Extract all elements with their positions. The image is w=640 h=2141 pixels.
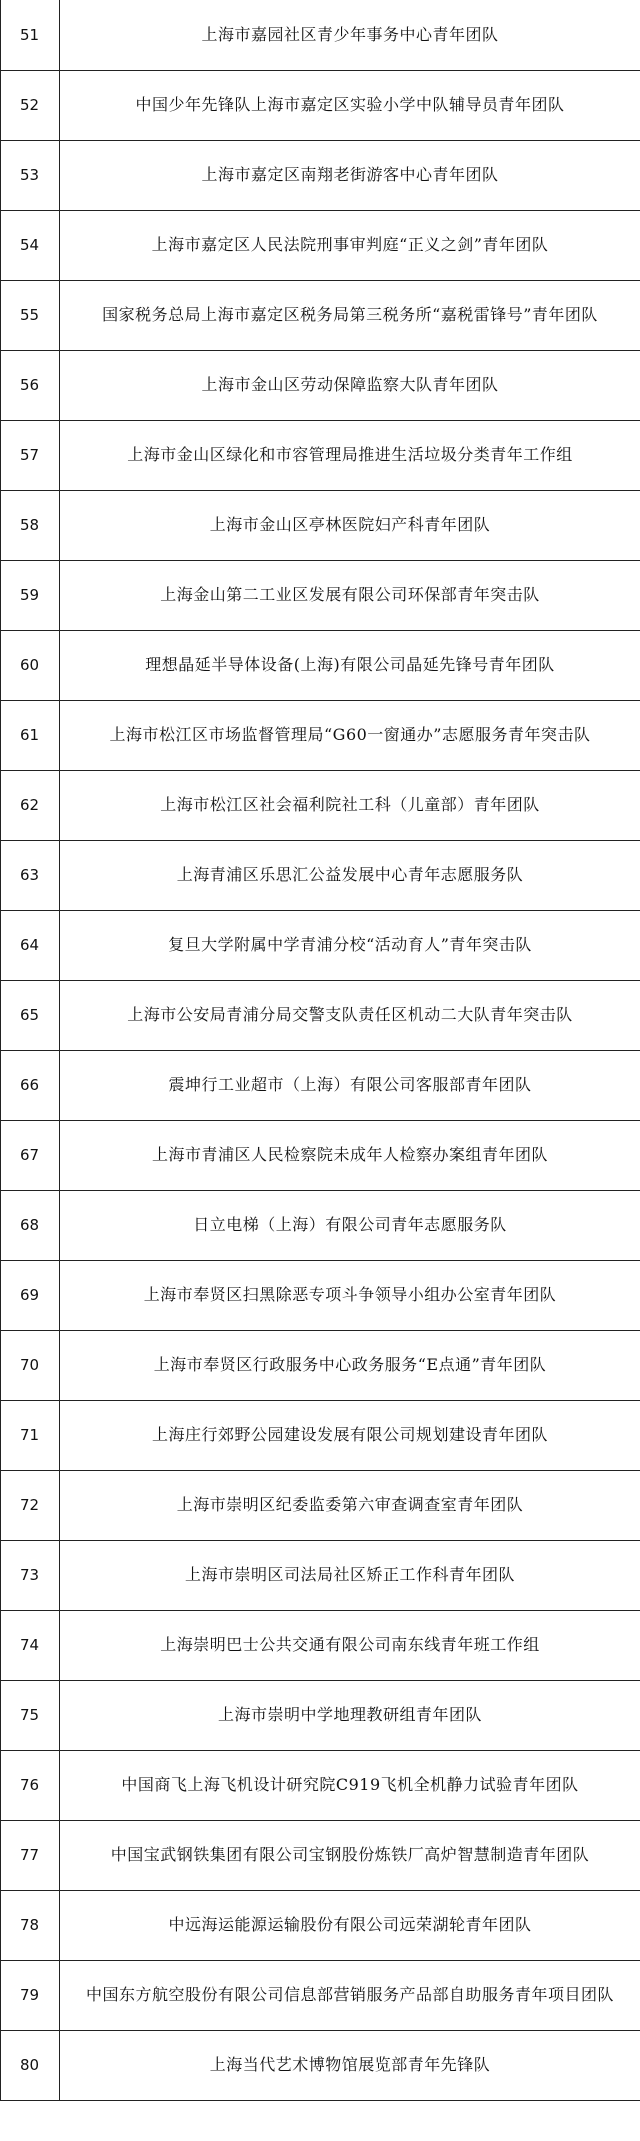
row-number: 75 bbox=[1, 1680, 60, 1750]
row-number: 70 bbox=[1, 1330, 60, 1400]
table-row bbox=[1, 0, 640, 70]
row-number: 65 bbox=[1, 980, 60, 1050]
table-row bbox=[1, 1190, 640, 1260]
team-name: 日立电梯（上海）有限公司青年志愿服务队 bbox=[60, 1190, 640, 1260]
table-row bbox=[1, 1610, 640, 1680]
table-row bbox=[1, 1540, 640, 1610]
team-name: 上海市奉贤区行政服务中心政务服务“E点通”青年团队 bbox=[60, 1330, 640, 1400]
team-name: 中国少年先锋队上海市嘉定区实验小学中队辅导员青年团队 bbox=[60, 70, 640, 140]
table-row bbox=[1, 1050, 640, 1120]
table-row bbox=[1, 1820, 640, 1890]
table-row bbox=[1, 910, 640, 980]
table-row bbox=[1, 1890, 640, 1960]
row-number: 61 bbox=[1, 700, 60, 770]
table-row bbox=[1, 980, 640, 1050]
row-number: 56 bbox=[1, 350, 60, 420]
row-number: 62 bbox=[1, 770, 60, 840]
row-number: 57 bbox=[1, 420, 60, 490]
row-number: 74 bbox=[1, 1610, 60, 1680]
team-name: 上海市嘉园社区青少年事务中心青年团队 bbox=[60, 0, 640, 70]
table-row bbox=[1, 560, 640, 630]
table-row bbox=[1, 2030, 640, 2100]
row-number: 68 bbox=[1, 1190, 60, 1260]
table-row bbox=[1, 490, 640, 560]
table-row bbox=[1, 70, 640, 140]
row-number: 64 bbox=[1, 910, 60, 980]
table-row bbox=[1, 700, 640, 770]
table-row bbox=[1, 1960, 640, 2030]
row-number: 80 bbox=[1, 2030, 60, 2100]
team-name: 中国东方航空股份有限公司信息部营销服务产品部自助服务青年项目团队 bbox=[60, 1960, 640, 2030]
table-row bbox=[1, 1120, 640, 1190]
table-row bbox=[1, 770, 640, 840]
row-number: 67 bbox=[1, 1120, 60, 1190]
team-name: 上海金山第二工业区发展有限公司环保部青年突击队 bbox=[60, 560, 640, 630]
team-name: 上海市崇明中学地理教研组青年团队 bbox=[60, 1680, 640, 1750]
team-name: 上海市嘉定区南翔老街游客中心青年团队 bbox=[60, 140, 640, 210]
row-number: 76 bbox=[1, 1750, 60, 1820]
table-row bbox=[1, 1470, 640, 1540]
team-name: 中远海运能源运输股份有限公司远荣湖轮青年团队 bbox=[60, 1890, 640, 1960]
team-name: 上海市奉贤区扫黑除恶专项斗争领导小组办公室青年团队 bbox=[60, 1260, 640, 1330]
row-number: 69 bbox=[1, 1260, 60, 1330]
table-row bbox=[1, 350, 640, 420]
team-name: 上海青浦区乐思汇公益发展中心青年志愿服务队 bbox=[60, 840, 640, 910]
team-name: 上海当代艺术博物馆展览部青年先锋队 bbox=[60, 2030, 640, 2100]
table-row bbox=[1, 1750, 640, 1820]
row-number: 58 bbox=[1, 490, 60, 560]
table-row bbox=[1, 1680, 640, 1750]
team-name: 震坤行工业超市（上海）有限公司客服部青年团队 bbox=[60, 1050, 640, 1120]
table-row bbox=[1, 630, 640, 700]
team-name: 上海市青浦区人民检察院未成年人检察办案组青年团队 bbox=[60, 1120, 640, 1190]
row-number: 51 bbox=[1, 0, 60, 70]
row-number: 79 bbox=[1, 1960, 60, 2030]
team-name: 复旦大学附属中学青浦分校“活动育人”青年突击队 bbox=[60, 910, 640, 980]
row-number: 55 bbox=[1, 280, 60, 350]
team-name: 上海庄行郊野公园建设发展有限公司规划建设青年团队 bbox=[60, 1400, 640, 1470]
row-number: 54 bbox=[1, 210, 60, 280]
team-name: 上海市金山区亭林医院妇产科青年团队 bbox=[60, 490, 640, 560]
table-row bbox=[1, 140, 640, 210]
table-row bbox=[1, 280, 640, 350]
team-name: 上海市松江区社会福利院社工科（儿童部）青年团队 bbox=[60, 770, 640, 840]
team-name: 理想晶延半导体设备(上海)有限公司晶延先锋号青年团队 bbox=[60, 630, 640, 700]
row-number: 78 bbox=[1, 1890, 60, 1960]
team-name: 上海崇明巴士公共交通有限公司南东线青年班工作组 bbox=[60, 1610, 640, 1680]
row-number: 60 bbox=[1, 630, 60, 700]
team-name: 中国商飞上海飞机设计研究院C919飞机全机静力试验青年团队 bbox=[60, 1750, 640, 1820]
row-number: 63 bbox=[1, 840, 60, 910]
team-name: 上海市金山区绿化和市容管理局推进生活垃圾分类青年工作组 bbox=[60, 420, 640, 490]
table-row bbox=[1, 210, 640, 280]
row-number: 52 bbox=[1, 70, 60, 140]
team-name: 上海市崇明区纪委监委第六审查调查室青年团队 bbox=[60, 1470, 640, 1540]
table-row bbox=[1, 1400, 640, 1470]
row-number: 73 bbox=[1, 1540, 60, 1610]
table-row bbox=[1, 840, 640, 910]
table-row bbox=[1, 420, 640, 490]
team-name: 上海市嘉定区人民法院刑事审判庭“正义之剑”青年团队 bbox=[60, 210, 640, 280]
row-number: 77 bbox=[1, 1820, 60, 1890]
row-number: 59 bbox=[1, 560, 60, 630]
team-name: 国家税务总局上海市嘉定区税务局第三税务所“嘉税雷锋号”青年团队 bbox=[60, 280, 640, 350]
row-number: 71 bbox=[1, 1400, 60, 1470]
table-row bbox=[1, 1260, 640, 1330]
team-name: 上海市崇明区司法局社区矫正工作科青年团队 bbox=[60, 1540, 640, 1610]
team-name: 上海市金山区劳动保障监察大队青年团队 bbox=[60, 350, 640, 420]
row-number: 72 bbox=[1, 1470, 60, 1540]
table-body bbox=[1, 0, 640, 2100]
team-name: 中国宝武钢铁集团有限公司宝钢股份炼铁厂高炉智慧制造青年团队 bbox=[60, 1820, 640, 1890]
row-number: 66 bbox=[1, 1050, 60, 1120]
team-name: 上海市松江区市场监督管理局“G60一窗通办”志愿服务青年突击队 bbox=[60, 700, 640, 770]
row-number: 53 bbox=[1, 140, 60, 210]
table-row bbox=[1, 1330, 640, 1400]
team-name: 上海市公安局青浦分局交警支队责任区机动二大队青年突击队 bbox=[60, 980, 640, 1050]
